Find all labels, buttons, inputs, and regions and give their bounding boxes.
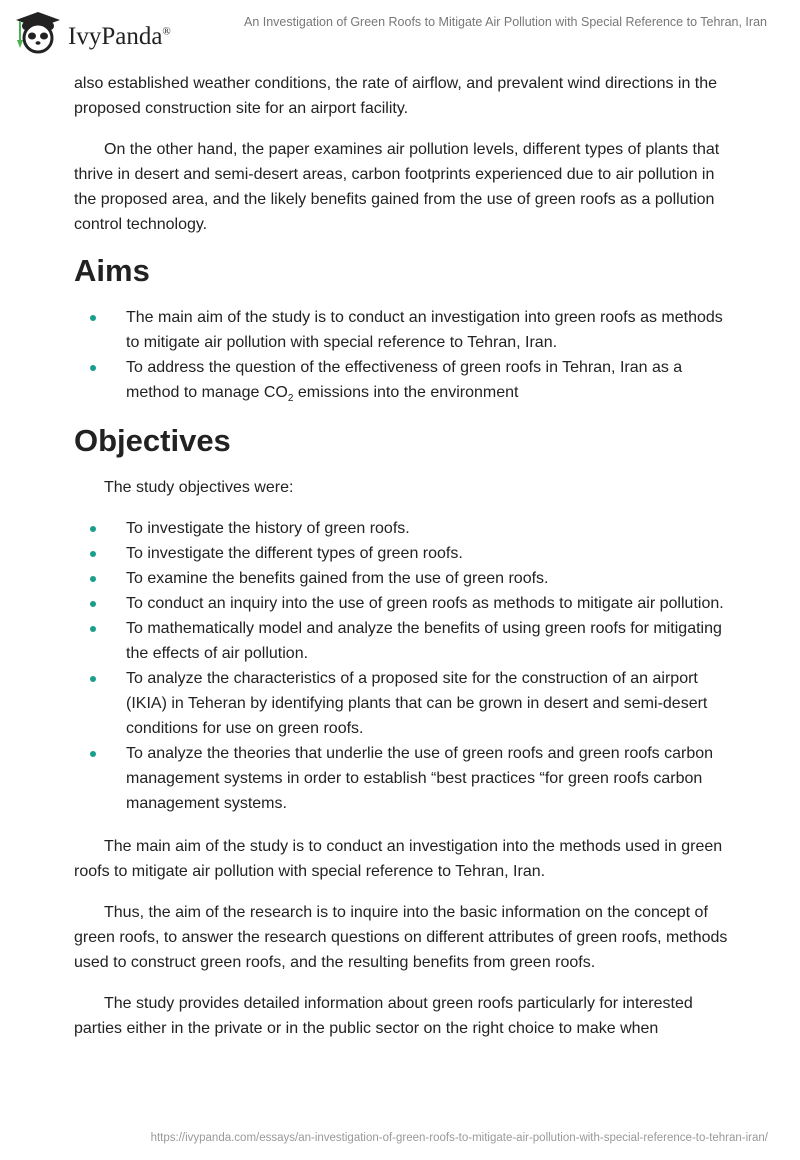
list-item: The main aim of the study is to conduct an investigation into green roofs as methods to mitigate air pollution with special reference to Tehran, Iran. — [126, 305, 732, 355]
paragraph: Thus, the aim of the research is to inquire into the basic information on the concept of green roofs, to answer the research questions on different attributes of green roofs, methods used to construct green roofs, and the resulting benefits from green roofs. — [74, 904, 728, 971]
source-url[interactable]: https://ivypanda.com/essays/an-investigation-of-green-roofs-to-mitigate-air-pollution-with-special-reference-to-tehran-iran/ — [150, 1132, 768, 1144]
document-title: An Investigation of Green Roofs to Mitigate Air Pollution with Special Reference to Tehran, Iran — [244, 15, 767, 29]
paragraph: The study provides detailed information about green roofs particularly for interested parties either in the private or in the public sector on the right choice to make when — [74, 995, 693, 1037]
page-header — [0, 0, 800, 60]
paragraph: On the other hand, the paper examines air pollution levels, different types of plants that thrive in desert and semi-desert areas, carbon footprints experienced due to air pollution in the proposed area, and the likely benefits gained from the use of green roofs as a pollution control technology. — [74, 141, 720, 233]
aims-list — [74, 305, 732, 405]
aims-heading: Aims — [74, 253, 150, 288]
list-item: To investigate the different types of green roofs. — [126, 541, 732, 566]
list-item: To address the question of the effectiveness of green roofs in Tehran, Iran as a method to manage $CO_2$ emissions into the environment — [126, 355, 732, 405]
list-item: To mathematically model and analyze the benefits of using green roofs for mitigating the effects of air pollution. — [126, 616, 732, 666]
list-item: To analyze the theories that underlie the use of green roofs and green roofs carbon management systems in order to establish “best practices “for green roofs carbon management systems. — [126, 741, 732, 816]
ivypanda-logo[interactable] — [14, 10, 171, 54]
paragraph: also established weather conditions, the rate of airflow, and prevalent wind directions in the proposed construction site for an airport facility. — [74, 75, 718, 117]
essay-body — [74, 71, 732, 1057]
list-item: To analyze the characteristics of a proposed site for the construction of an airport (IKIA) in Teheran by identifying plants that can be grown in desert and semi-desert conditions for use on green roofs. — [126, 666, 732, 741]
list-item: To investigate the history of green roofs. — [126, 516, 732, 541]
list-item: To examine the benefits gained from the use of green roofs. — [126, 566, 732, 591]
list-item: To conduct an inquiry into the use of green roofs as methods to mitigate air pollution. — [126, 591, 732, 616]
paragraph: The main aim of the study is to conduct an investigation into the methods used in green roofs to mitigate air pollution with special reference to Tehran, Iran. — [74, 838, 723, 880]
objectives-lead: The study objectives were: — [104, 479, 294, 496]
objectives-list — [74, 516, 732, 816]
objectives-heading: Objectives — [74, 423, 231, 458]
panda-graduate-icon — [14, 10, 62, 54]
brand-name: IvyPanda® — [68, 23, 171, 50]
